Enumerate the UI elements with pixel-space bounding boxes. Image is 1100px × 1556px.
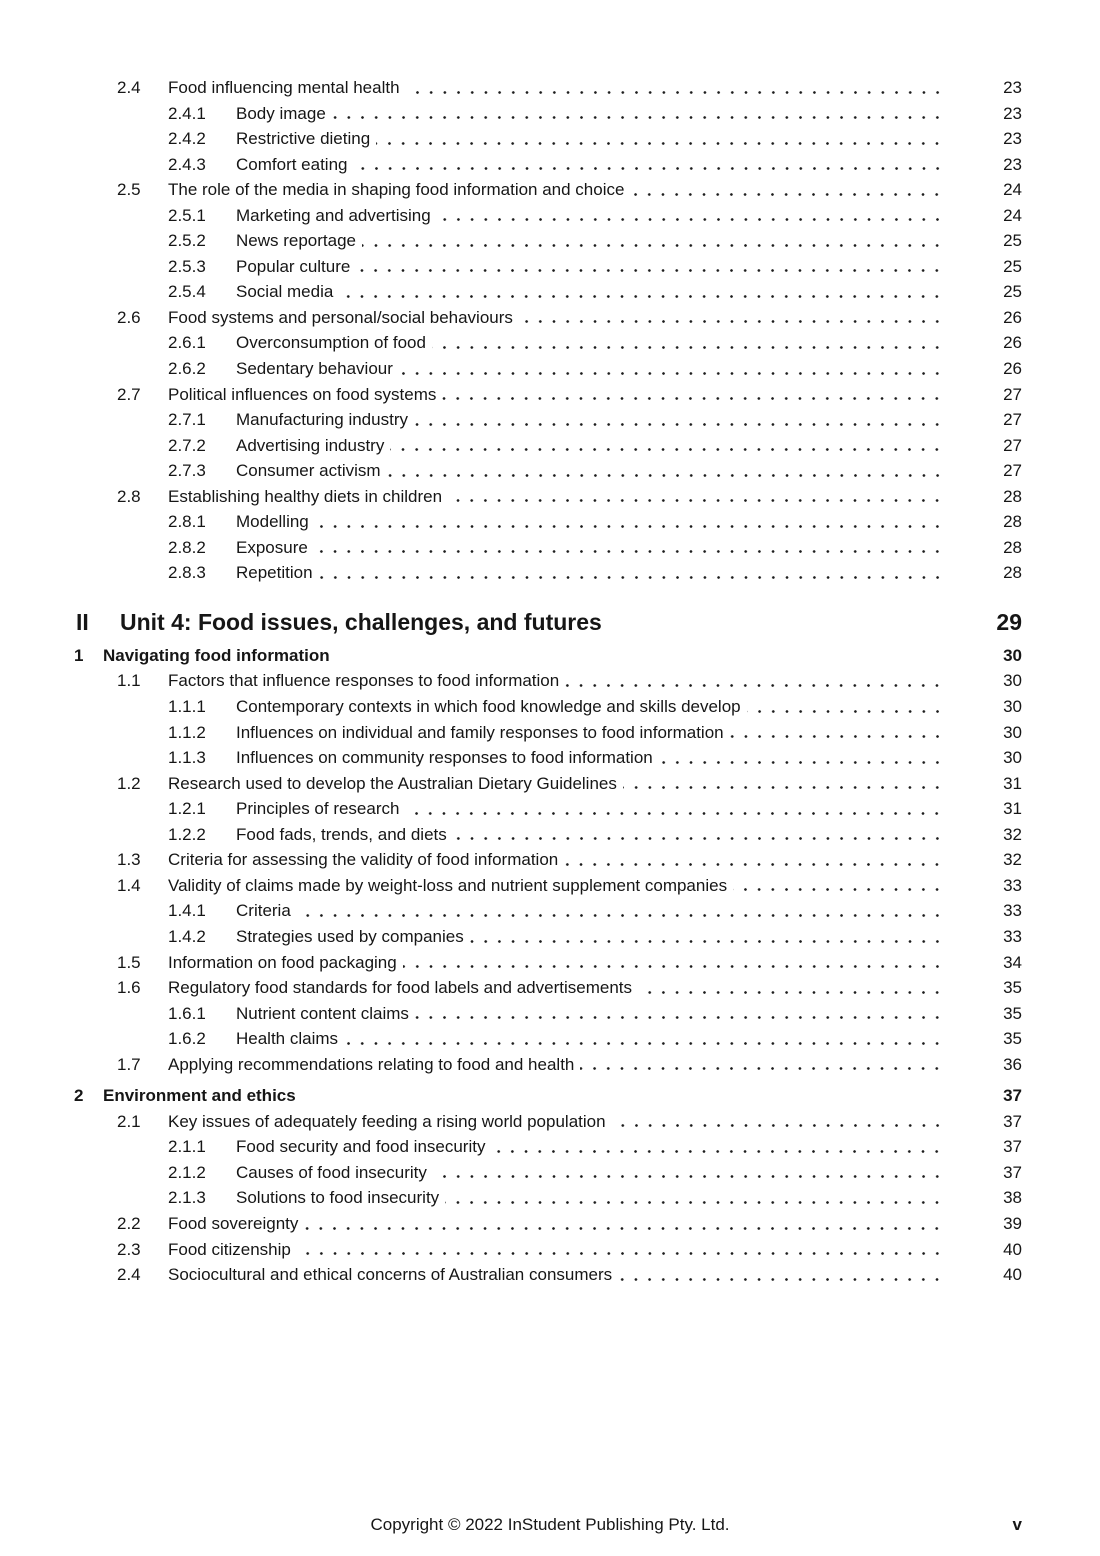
toc-entry-1-6-2: [0, 1026, 1022, 1052]
entry-number: 1.6: [117, 978, 141, 998]
entry-page-number: 23: [1003, 103, 1022, 123]
toc-entry-2-4: [0, 1262, 1022, 1288]
entry-number: 1.3: [117, 850, 141, 870]
entry-title: Repetition: [236, 563, 313, 583]
toc-entry-2-1-2: [0, 1160, 1022, 1186]
toc-entry-1-7: [0, 1052, 1022, 1078]
entry-page-number: 26: [1003, 333, 1022, 353]
entry-title: Solutions to food insecurity: [236, 1188, 440, 1208]
entry-number: 1.1.2: [168, 722, 206, 742]
dot-leader: [564, 847, 948, 873]
dot-leader: [433, 1160, 948, 1186]
dot-leader: [399, 356, 948, 382]
entry-title: Modelling: [236, 512, 309, 532]
toc-entry-1-4-1: [0, 898, 1022, 924]
entry-title: Causes of food insecurity: [236, 1162, 427, 1182]
dot-leader: [491, 1134, 948, 1160]
dot-leader: [304, 1211, 948, 1237]
dot-leader: [354, 152, 949, 178]
entry-title: Influences on community responses to food information: [236, 748, 653, 768]
entry-number: 2.7.1: [168, 410, 206, 430]
footer-copyright: Copyright © 2022 InStudent Publishing Pty. Ltd.: [370, 1515, 730, 1534]
entry-number: 2.3: [117, 1239, 141, 1259]
entry-title: Environment and ethics: [103, 1086, 296, 1106]
dot-leader: [406, 75, 948, 101]
dot-leader: [315, 509, 948, 535]
entry-number: 2.5.3: [168, 256, 206, 276]
dot-leader: [638, 975, 948, 1001]
entry-title: Factors that influence responses to food information: [168, 671, 560, 691]
toc-entry-1-1-3: [0, 745, 1022, 771]
toc-entry-2-4: [0, 75, 1022, 101]
entry-title: Food sovereignty: [168, 1213, 299, 1233]
entry-title: Advertising industry: [236, 435, 385, 455]
toc-entry-2-3: [0, 1237, 1022, 1263]
entry-title: Restrictive dieting: [236, 129, 371, 149]
toc-entry-2-5-3: [0, 254, 1022, 280]
entry-page-number: 23: [1003, 129, 1022, 149]
entry-page-number: 31: [1003, 799, 1022, 819]
entry-page-number: 40: [1003, 1239, 1022, 1259]
entry-page-number: 39: [1003, 1213, 1022, 1233]
toc-entry-2-5: [0, 177, 1022, 203]
entry-title: The role of the media in shaping food information and choice: [168, 180, 625, 200]
entry-title: Criteria for assessing the validity of food information: [168, 850, 559, 870]
entry-number: 1.4: [117, 875, 141, 895]
entry-number: 2.7: [117, 384, 141, 404]
entry-number: 1: [74, 645, 84, 665]
entry-page-number: 24: [1003, 180, 1022, 200]
entry-title: Popular culture: [236, 256, 351, 276]
entry-number: 1.5: [117, 952, 141, 972]
dot-leader: [623, 771, 948, 797]
entry-page-number: 26: [1003, 359, 1022, 379]
entry-page-number: 29: [996, 608, 1022, 635]
entry-page-number: 33: [1003, 926, 1022, 946]
entry-title: News reportage: [236, 231, 357, 251]
entry-number: 1.2.2: [168, 824, 206, 844]
entry-page-number: 24: [1003, 205, 1022, 225]
entry-number: 2.7.2: [168, 435, 206, 455]
entry-title: Health claims: [236, 1029, 339, 1049]
entry-title: Principles of research: [236, 799, 400, 819]
dot-leader: [659, 745, 948, 771]
dot-leader: [414, 407, 948, 433]
entry-title: Applying recommendations relating to food and health: [168, 1054, 575, 1074]
toc-entry-2-5-2: [0, 228, 1022, 254]
entry-title: Marketing and advertising: [236, 205, 431, 225]
toc-entry-2-5-1: [0, 203, 1022, 229]
toc-entry-2-7-2: [0, 433, 1022, 459]
entry-page-number: 31: [1003, 773, 1022, 793]
dot-leader: [580, 1052, 948, 1078]
toc-entry-2-8-1: [0, 509, 1022, 535]
entry-number: 1.2: [117, 773, 141, 793]
entry-number: 1.6.2: [168, 1029, 206, 1049]
entry-title: Political influences on food systems: [168, 384, 437, 404]
entry-page-number: 30: [1003, 748, 1022, 768]
entry-page-number: 32: [1003, 850, 1022, 870]
entry-number: 2.8: [117, 486, 141, 506]
toc-entry-1-1-1: [0, 694, 1022, 720]
toc-entry-2-8-3: [0, 560, 1022, 586]
dot-leader: [437, 203, 948, 229]
dot-leader: [387, 458, 948, 484]
entry-title: Food fads, trends, and diets: [236, 824, 447, 844]
dot-leader: [448, 484, 948, 510]
entry-number: 2.1.3: [168, 1188, 206, 1208]
entry-page-number: 25: [1003, 231, 1022, 251]
entry-page-number: 25: [1003, 256, 1022, 276]
dot-leader: [453, 822, 948, 848]
entry-title: Food security and food insecurity: [236, 1137, 486, 1157]
entry-title: Criteria: [236, 901, 291, 921]
footer-page-number: v: [1012, 1515, 1022, 1534]
entry-title: Nutrient content claims: [236, 1003, 409, 1023]
entry-title: Contemporary contexts in which food knowledge and skills develop: [236, 697, 741, 717]
entry-title: Strategies used by companies: [236, 926, 464, 946]
entry-page-number: 23: [1003, 78, 1022, 97]
entry-number: 2.8.2: [168, 537, 206, 557]
toc-entry-1-4-2: [0, 924, 1022, 950]
entry-number: 2.4.3: [168, 154, 206, 174]
entry-title: Consumer activism: [236, 461, 381, 481]
toc-entry-2-6-2: [0, 356, 1022, 382]
toc-entry-2-2: [0, 1211, 1022, 1237]
dot-leader: [415, 1001, 948, 1027]
entry-page-number: 28: [1003, 486, 1022, 506]
entry-number: 2.1.1: [168, 1137, 206, 1157]
entry-page-number: 38: [1003, 1188, 1022, 1208]
entry-title: Sociocultural and ethical concerns of Australian consumers: [168, 1265, 613, 1285]
entry-page-number: 36: [1003, 1054, 1022, 1074]
entry-number: 1.1.3: [168, 748, 206, 768]
dot-leader: [344, 1026, 948, 1052]
toc-entry-2-8: [0, 484, 1022, 510]
entry-page-number: 27: [1003, 461, 1022, 481]
dot-leader: [733, 873, 948, 899]
entry-page-number: 26: [1003, 307, 1022, 327]
dot-leader: [612, 1109, 948, 1135]
entry-page-number: 37: [1003, 1086, 1022, 1106]
dot-leader: [519, 305, 948, 331]
entry-number: 1.6.1: [168, 1003, 206, 1023]
entry-title: Manufacturing industry: [236, 410, 408, 430]
entry-title: Influences on individual and family responses to food information: [236, 722, 724, 742]
entry-number: 1.2.1: [168, 799, 206, 819]
entry-number: 1.4.1: [168, 901, 206, 921]
entry-title: Regulatory food standards for food labels and advertisements: [168, 978, 632, 998]
entry-title: Navigating food information: [103, 645, 330, 665]
entry-title: Body image: [236, 103, 326, 123]
entry-title: Sedentary behaviour: [236, 359, 393, 379]
dot-leader: [339, 279, 948, 305]
entry-title: Research used to develop the Australian Dietary Guidelines: [168, 773, 617, 793]
entry-page-number: 28: [1003, 537, 1022, 557]
toc-entry-2-7-3: [0, 458, 1022, 484]
dot-leader: [362, 228, 948, 254]
dot-leader: [314, 535, 948, 561]
toc-entry-1-4: [0, 873, 1022, 899]
toc-entry-2-7: [0, 382, 1022, 408]
entry-page-number: 30: [1003, 671, 1022, 691]
toc-entry-1-6-1: [0, 1001, 1022, 1027]
entry-number: 2.6.2: [168, 359, 206, 379]
toc-entry-2-8-2: [0, 535, 1022, 561]
entry-title: Social media: [236, 282, 334, 302]
entry-number: 1.7: [117, 1054, 141, 1074]
entry-number: 2.4: [117, 78, 141, 97]
entry-page-number: 28: [1003, 563, 1022, 583]
dot-leader: [445, 1185, 948, 1211]
entry-page-number: 30: [1003, 697, 1022, 717]
dot-leader: [403, 950, 948, 976]
toc-entry-2-6-1: [0, 330, 1022, 356]
entry-number: 2.6: [117, 307, 141, 327]
toc-entry-1: [0, 643, 1022, 669]
entry-number: 2.8.3: [168, 563, 206, 583]
toc-entry-2-5-4: [0, 279, 1022, 305]
dot-leader: [432, 330, 948, 356]
entry-title: Unit 4: Food issues, challenges, and futures: [120, 608, 602, 635]
page-footer: [0, 1512, 1100, 1537]
toc-entry-1-2-2: [0, 822, 1022, 848]
entry-number: 2.6.1: [168, 333, 206, 353]
toc-entry-1-6: [0, 975, 1022, 1001]
toc-entry-2-7-1: [0, 407, 1022, 433]
entry-page-number: 27: [1003, 384, 1022, 404]
entry-page-number: 27: [1003, 410, 1022, 430]
entry-page-number: 25: [1003, 282, 1022, 302]
dot-leader: [405, 796, 948, 822]
entry-page-number: 37: [1003, 1137, 1022, 1157]
entry-number: 2.4.2: [168, 129, 206, 149]
toc-entry-1-5: [0, 950, 1022, 976]
entry-number: 2.5.1: [168, 205, 206, 225]
entry-page-number: 28: [1003, 512, 1022, 532]
entry-title: Exposure: [236, 537, 308, 557]
entry-number: 2.5: [117, 180, 141, 200]
entry-page-number: 35: [1003, 978, 1022, 998]
dot-leader: [297, 1237, 948, 1263]
toc-entry-2: [0, 1083, 1022, 1109]
entry-page-number: 35: [1003, 1029, 1022, 1049]
dot-leader: [297, 898, 948, 924]
table-of-contents: [0, 75, 1022, 1288]
entry-page-number: 37: [1003, 1111, 1022, 1131]
entry-number: II: [76, 608, 89, 635]
entry-page-number: 37: [1003, 1162, 1022, 1182]
entry-page-number: 23: [1003, 154, 1022, 174]
entry-number: 2.1: [117, 1111, 141, 1131]
toc-entry-2-4-2: [0, 126, 1022, 152]
entry-title: Key issues of adequately feeding a rising world population: [168, 1111, 606, 1131]
entry-title: Overconsumption of food: [236, 333, 426, 353]
entry-number: 2.5.4: [168, 282, 206, 302]
dot-leader: [618, 1262, 948, 1288]
dot-leader: [730, 720, 948, 746]
entry-number: 1.1.1: [168, 697, 206, 717]
entry-number: 2.7.3: [168, 461, 206, 481]
toc-entry-ii: [0, 607, 1022, 637]
dot-leader: [470, 924, 948, 950]
entry-page-number: 30: [1003, 722, 1022, 742]
toc-entry-1-1: [0, 668, 1022, 694]
entry-title: Establishing healthy diets in children: [168, 486, 443, 506]
entry-title: Food citizenship: [168, 1239, 291, 1259]
entry-page-number: 34: [1003, 952, 1022, 972]
entry-page-number: 33: [1003, 875, 1022, 895]
entry-title: Food systems and personal/social behaviours: [168, 307, 513, 327]
dot-leader: [565, 668, 948, 694]
entry-number: 2.1.2: [168, 1162, 206, 1182]
entry-number: 2.4: [117, 1265, 141, 1285]
entry-page-number: 33: [1003, 901, 1022, 921]
dot-leader: [442, 382, 948, 408]
dot-leader: [747, 694, 948, 720]
entry-number: 2.2: [117, 1213, 141, 1233]
toc-entry-2-1: [0, 1109, 1022, 1135]
toc-entry-2-1-3: [0, 1185, 1022, 1211]
entry-page-number: 27: [1003, 435, 1022, 455]
toc-entry-1-3: [0, 847, 1022, 873]
dot-leader: [376, 126, 948, 152]
entry-number: 2: [74, 1086, 84, 1106]
toc-entry-2-1-1: [0, 1134, 1022, 1160]
entry-number: 2.8.1: [168, 512, 206, 532]
entry-number: 1.1: [117, 671, 141, 691]
entry-title: Information on food packaging: [168, 952, 397, 972]
entry-number: 2.5.2: [168, 231, 206, 251]
entry-title: Validity of claims made by weight-loss and nutrient supplement companies: [168, 875, 728, 895]
entry-number: 2.4.1: [168, 103, 206, 123]
dot-leader: [319, 560, 948, 586]
dot-leader: [630, 177, 948, 203]
toc-entry-1-1-2: [0, 720, 1022, 746]
entry-page-number: 35: [1003, 1003, 1022, 1023]
entry-number: 1.4.2: [168, 926, 206, 946]
entry-page-number: 30: [1003, 645, 1022, 665]
toc-entry-2-4-1: [0, 101, 1022, 127]
toc-entry-2-4-3: [0, 152, 1022, 178]
entry-title: Food influencing mental health: [168, 78, 400, 97]
dot-leader: [356, 254, 948, 280]
dot-leader: [390, 433, 948, 459]
toc-entry-1-2: [0, 771, 1022, 797]
dot-leader: [332, 101, 948, 127]
toc-entry-2-6: [0, 305, 1022, 331]
entry-page-number: 40: [1003, 1265, 1022, 1285]
entry-page-number: 32: [1003, 824, 1022, 844]
entry-title: Comfort eating: [236, 154, 348, 174]
toc-entry-1-2-1: [0, 796, 1022, 822]
